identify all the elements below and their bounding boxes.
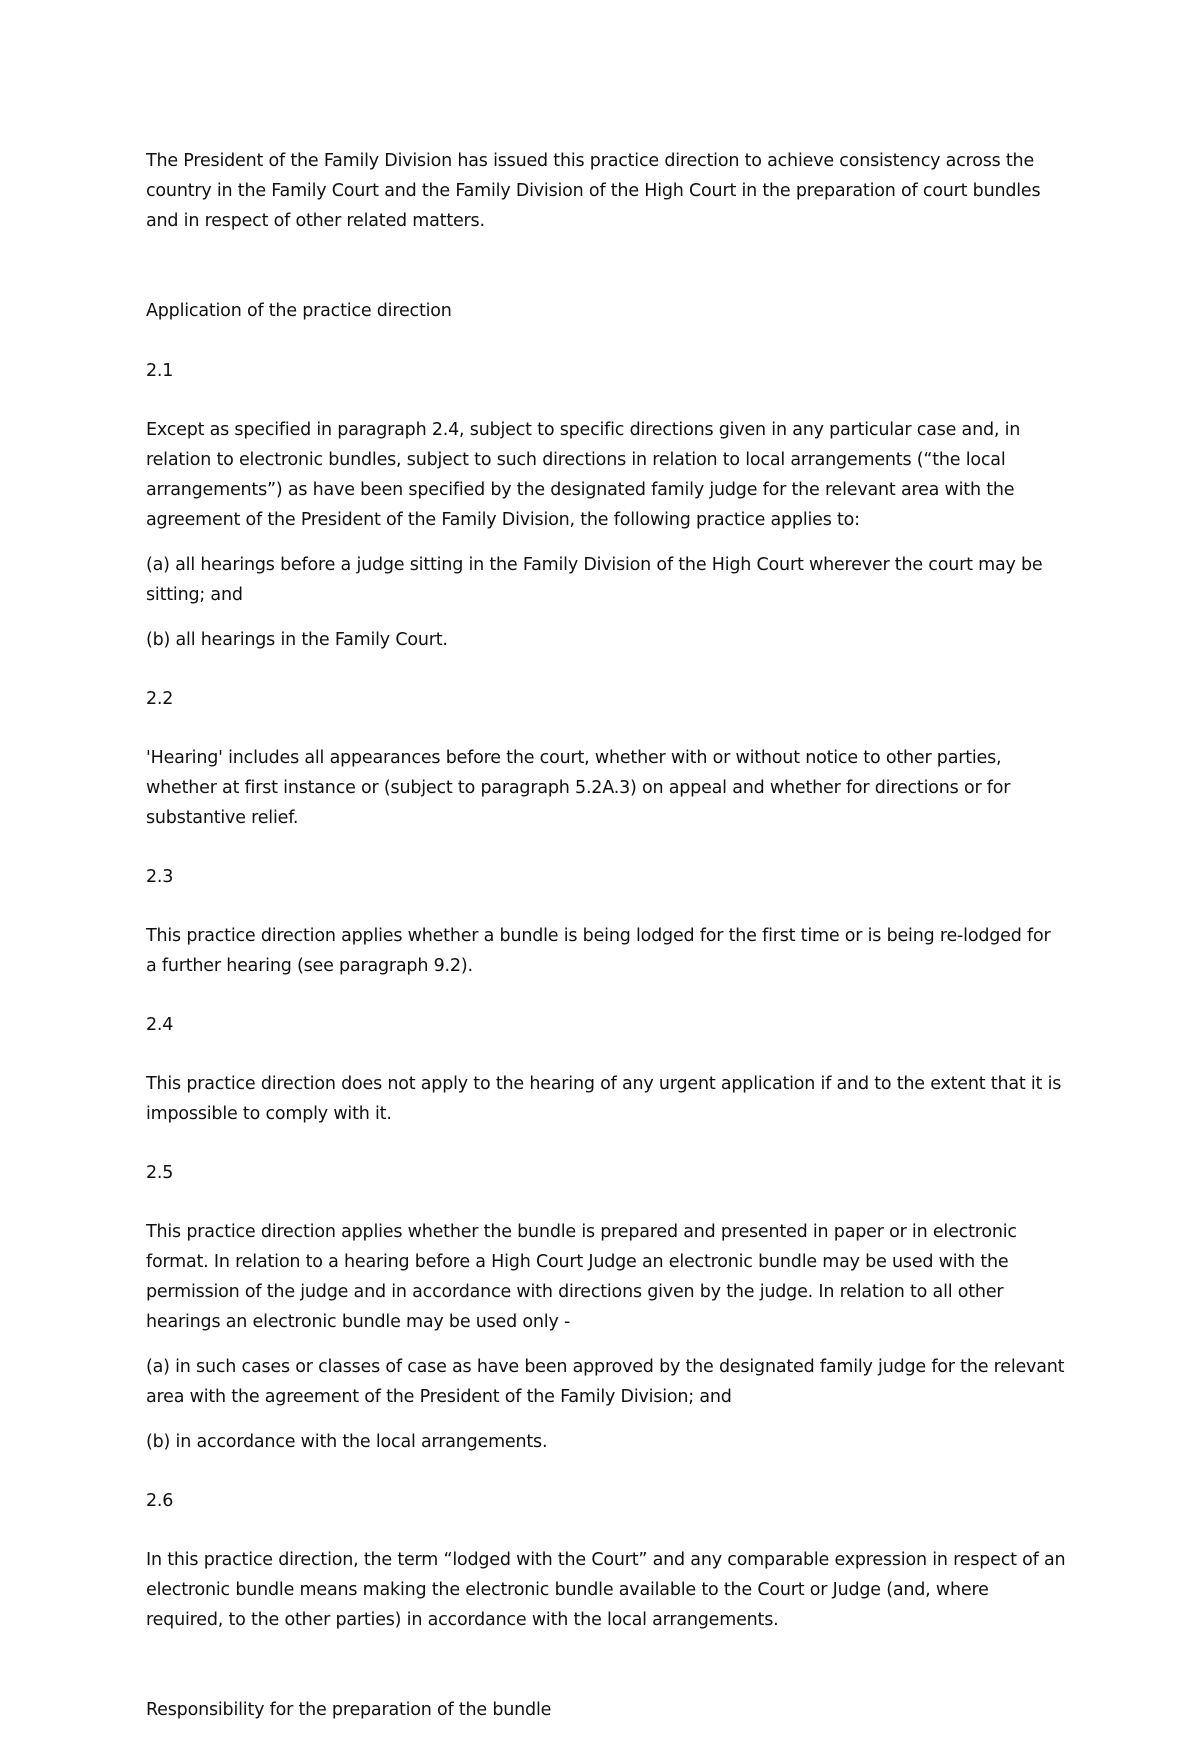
paragraph-2-1-item-a: (a) all hearings before a judge sitting in the Family Division of the High Court wherever the court may be sitting; and <box>146 555 1043 605</box>
paragraph-number-2-6: 2.6 <box>146 1491 174 1511</box>
paragraph-2-1-text: Except as specified in paragraph 2.4, subject to specific directions given in any particular case and, in relation to electronic bundles, subject to such directions in relation to local arrangements (“the local arrangements”) as have been specified by the designated family judge for the relevant area with the agreement of the President of the Family Division, the following practice applies to: <box>146 420 1021 530</box>
paragraph-2-4-text: This practice direction does not apply to the hearing of any urgent application if and to the extent that it is impossible to comply with it. <box>146 1074 1062 1124</box>
paragraph-2-2-text: 'Hearing' includes all appearances before the court, whether with or without notice to other parties, whether at first instance or (subject to paragraph 5.2A.3) on appeal and whether for directions or for substantive relief. <box>146 748 1011 828</box>
paragraph-2-3-text: This practice direction applies whether a bundle is being lodged for the first time or is being re-lodged for a further hearing (see paragraph 9.2). <box>146 926 1051 976</box>
paragraph-number-2-5: 2.5 <box>146 1163 174 1183</box>
paragraph-number-2-4: 2.4 <box>146 1015 174 1035</box>
section-heading-application: Application of the practice direction <box>146 301 452 321</box>
paragraph-2-5-text: This practice direction applies whether the bundle is prepared and presented in paper or in electronic format. In relation to a hearing before a High Court Judge an electronic bundle may be used with the permission of the judge and in accordance with directions given by the judge. In relation to all other hearings an electronic bundle may be used only - <box>146 1222 1017 1332</box>
paragraph-2-6-text: In this practice direction, the term “lodged with the Court” and any comparable expression in respect of an electronic bundle means making the electronic bundle available to the Court or Judge (and, where required, to the other parties) in accordance with the local arrangements. <box>146 1550 1066 1630</box>
paragraph-2-1-item-b: (b) all hearings in the Family Court. <box>146 630 448 650</box>
paragraph-number-2-1: 2.1 <box>146 361 174 381</box>
paragraph-number-2-3: 2.3 <box>146 867 174 887</box>
paragraph-2-5-item-b: (b) in accordance with the local arrangements. <box>146 1432 548 1452</box>
intro-paragraph: The President of the Family Division has issued this practice direction to achieve consistency across the country in the Family Court and the Family Division of the High Court in the preparation of court bundles and in respect of other related matters. <box>146 151 1041 231</box>
paragraph-number-2-2: 2.2 <box>146 689 174 709</box>
paragraph-2-5-item-a: (a) in such cases or classes of case as have been approved by the designated family judge for the relevant area with the agreement of the President of the Family Division; and <box>146 1357 1065 1407</box>
section-heading-responsibility: Responsibility for the preparation of the bundle <box>146 1700 552 1720</box>
document-page <box>146 146 1066 1755</box>
